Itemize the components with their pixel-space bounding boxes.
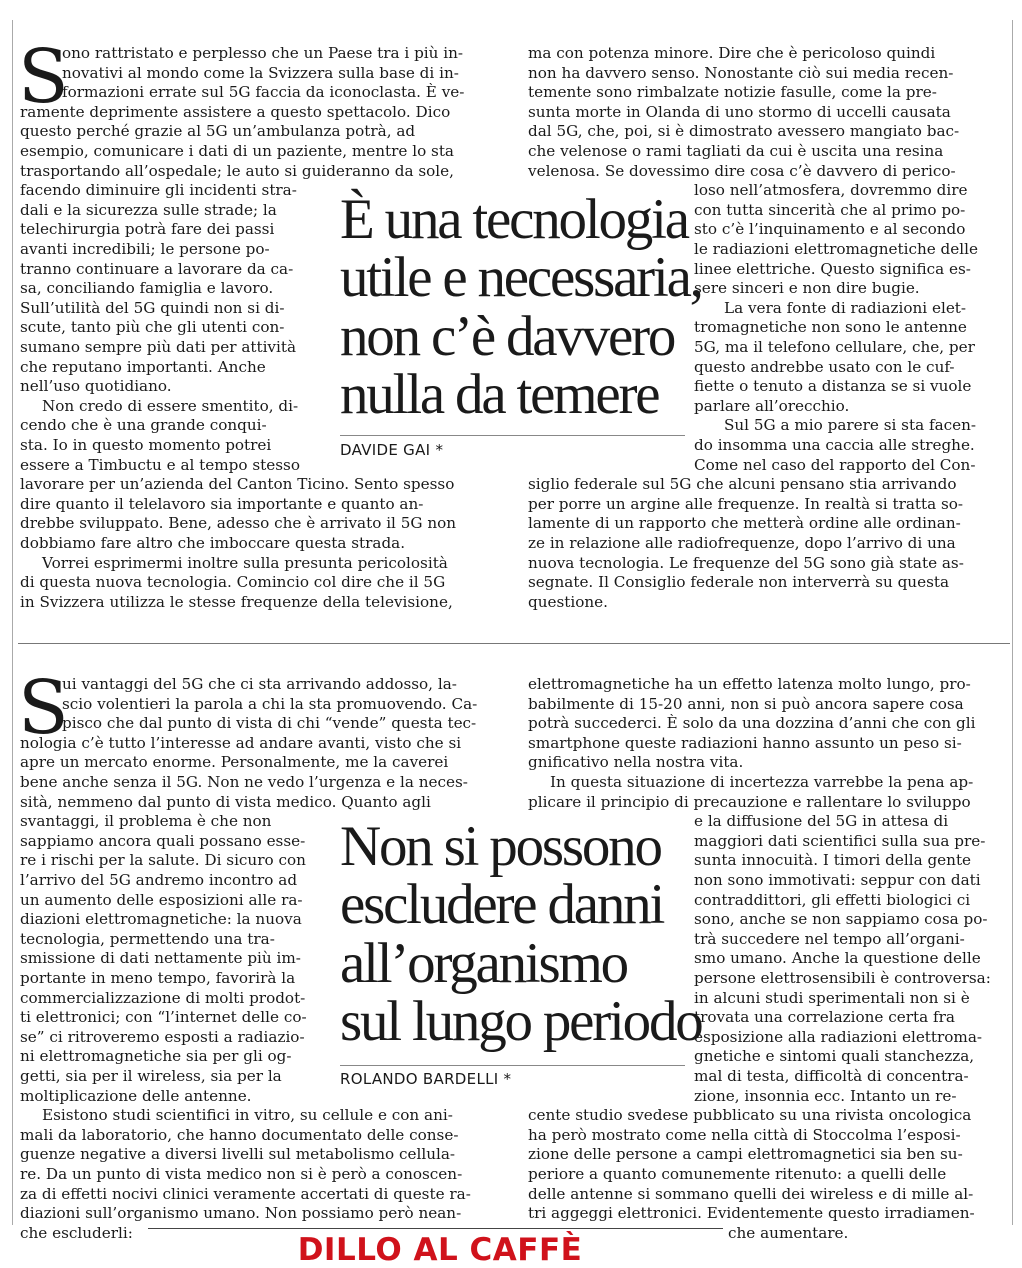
text-line: La vera fonte di radiazioni elet- <box>724 298 967 317</box>
headline-line: Non si possono <box>340 815 661 878</box>
text-line: re. Da un punto di vista medico non si è però a conoscen- <box>20 1165 463 1183</box>
text-line: elettromagnetiche ha un effetto latenza molto lungo, pro- <box>528 675 971 693</box>
article-2-headline <box>340 815 702 1053</box>
article-2-byline: ROLANDO BARDELLI * <box>340 1070 512 1088</box>
byline-rule <box>340 1065 685 1066</box>
article-1-byline: DAVIDE GAI * <box>340 441 444 459</box>
text-line: tranno continuare a lavorare da ca- <box>20 259 294 278</box>
text-line: ni elettromagnetiche sia per gli og- <box>20 1047 292 1066</box>
text-line: ma con potenza minore. Dire che è pericoloso quindi <box>528 44 936 62</box>
text-line: loso nell’atmosfera, dovremmo dire <box>694 181 968 200</box>
text-line: avanti incredibili; le persone po- <box>20 240 270 258</box>
text-line: esposizione alla radiazioni elettroma- <box>694 1027 982 1046</box>
text-line: ti elettronici; con “l’internet delle co- <box>20 1008 307 1027</box>
text-line: per porre un argine alle frequenze. In realtà si tratta so- <box>528 494 964 513</box>
text-line: ha però mostrato come nella città di Stoccolma l’esposi- <box>528 1125 961 1144</box>
text-line: plicare il principio di precauzione e rallentare lo sviluppo <box>528 792 971 811</box>
text-line: dobbiamo fare altro che imboccare questa strada. <box>20 534 406 552</box>
text-line: tecnologia, permettendo una tra- <box>20 929 275 948</box>
text-line: parlare all’orecchio. <box>694 396 850 415</box>
text-line: zione delle persone a campi elettromagnetici sia ben su- <box>528 1145 963 1164</box>
text-line: scute, tanto più che gli utenti con- <box>20 318 285 337</box>
text-line: sità, nemmeno dal punto di vista medico. Quanto agli <box>20 792 431 811</box>
text-line: bene anche senza il 5G. Non ne vedo l’urgenza e la neces- <box>20 773 468 791</box>
text-line: mal di testa, difficoltà di concentra- <box>694 1067 969 1085</box>
text-line: cendo che è una grande conqui- <box>20 416 267 435</box>
text-line: getti, sia per il wireless, sia per la <box>20 1067 282 1085</box>
text-line: tri aggeggi elettronici. Evidentemente questo irradiamen- <box>528 1204 975 1223</box>
text-line: che reputano importanti. Anche <box>20 357 266 376</box>
text-line: con tutta sincerità che al primo po- <box>694 200 966 219</box>
text-line: guenze negative a diversi livelli sul metabolismo cellula- <box>20 1145 456 1164</box>
page-right-border <box>1012 20 1013 1225</box>
text-line: Come nel caso del rapporto del Con- <box>694 455 976 474</box>
text-line: cente studio svedese pubblicato su una rivista oncologica <box>528 1106 972 1125</box>
text-line: temente sono rimbalzate notizie fasulle, come la pre- <box>528 83 937 102</box>
text-line: che aumentare. <box>728 1223 849 1242</box>
text-line: novativi al mondo come la Svizzera sulla base di in- <box>62 63 459 82</box>
text-line: facendo diminuire gli incidenti stra- <box>20 181 297 200</box>
text-line: dali e la sicurezza sulle strade; la <box>20 200 277 219</box>
byline-rule <box>340 435 685 436</box>
text-line: apre un mercato enorme. Personalmente, me la caverei <box>20 753 449 772</box>
text-line: Sull’utilità del 5G quindi non si di- <box>20 298 285 317</box>
text-line: lamente di un rapporto che metterà ordine alle ordinan- <box>528 514 961 533</box>
text-line: Vorrei esprimermi inoltre sulla presunta pericolosità <box>42 553 448 572</box>
text-line: formazioni errate sul 5G faccia da iconoclasta. È ve- <box>62 83 465 102</box>
text-line: telechirurgia potrà fare dei passi <box>20 220 275 239</box>
headline-line: non c’è davvero <box>340 304 675 368</box>
headline-line: nulla da temere <box>340 362 659 426</box>
text-line: questo andrebbe usato con le cuf- <box>694 357 955 376</box>
text-line: maggiori dati scientifici sulla sua pre- <box>694 831 986 850</box>
text-line: smissione di dati nettamente più im- <box>20 949 301 968</box>
text-line: Sul 5G a mio parere si sta facen- <box>724 416 977 435</box>
headline-line: È una tecnologia <box>340 188 688 251</box>
text-line: linee elettriche. Questo significa es- <box>694 259 971 278</box>
text-line: trasportando all’ospedale; le auto si guideranno da sole, <box>20 161 454 180</box>
text-line: non sono immotivati: seppur con dati <box>694 871 981 889</box>
text-line: drebbe sviluppato. Bene, adesso che è arrivato il 5G non <box>20 514 457 533</box>
text-line: portante in meno tempo, favorirà la <box>20 969 296 987</box>
article-1-headline <box>340 188 702 426</box>
text-line: siglio federale sul 5G che alcuni pensano stia arrivando <box>528 475 957 494</box>
text-line: l’arrivo del 5G andremo incontro ad <box>20 871 298 889</box>
text-line: mali da laboratorio, che hanno documentato delle conse- <box>20 1125 459 1144</box>
text-line: zione, insonnia ecc. Intanto un re- <box>694 1086 957 1105</box>
text-line: ramente deprimente assistere a questo spettacolo. Dico <box>20 102 451 121</box>
text-line: trovata una correlazione certa fra <box>694 1008 955 1027</box>
text-line: scio volentieri la parola a chi la sta promuovendo. Ca- <box>62 694 478 713</box>
text-line: dal 5G, che, poi, si è dimostrato avessero mangiato bac- <box>528 122 960 141</box>
text-line: che velenose o rami tagliati da cui è uscita una resina <box>528 142 944 160</box>
text-line: diazioni elettromagnetiche: la nuova <box>20 910 302 929</box>
text-line: lavorare per un’azienda del Canton Ticino. Sento spesso <box>20 475 455 494</box>
dropcap: S <box>18 665 69 751</box>
text-line: nuova tecnologia. Le frequenze del 5G sono già state as- <box>528 553 964 572</box>
text-line: sere sinceri e non dire bugie. <box>694 279 920 298</box>
text-line: ze in relazione alle radiofrequenze, dopo l’arrivo di una <box>528 534 956 552</box>
text-line: un aumento delle esposizioni alle ra- <box>20 890 303 909</box>
footer-rule <box>148 1228 723 1229</box>
text-line: sono, anche se non sappiamo cosa po- <box>694 910 988 929</box>
text-line: ui vantaggi del 5G che ci sta arrivando addosso, la- <box>62 675 457 693</box>
headline-line: escludere danni <box>340 873 664 937</box>
text-line: diazioni sull’organismo umano. Non possiamo però nean- <box>20 1204 462 1223</box>
text-line: nologia c’è tutto l’interesse ad andare avanti, visto che si <box>20 733 462 752</box>
text-line: segnate. Il Consiglio federale non interverrà su questa <box>528 573 950 592</box>
text-line: smo umano. Anche la questione delle <box>694 949 981 968</box>
text-line: le radiazioni elettromagnetiche delle <box>694 240 978 258</box>
text-line: 5G, ma il telefono cellulare, che, per <box>694 338 975 356</box>
text-line: non ha davvero senso. Nonostante ciò sui media recen- <box>528 63 954 82</box>
headline-line: utile e necessaria, <box>340 246 702 310</box>
text-line: delle antenne si sommano quelli dei wireless e di mille al- <box>528 1184 974 1203</box>
dropcap: S <box>18 34 69 120</box>
footer-title: DILLO AL CAFFÈ <box>297 1232 583 1268</box>
text-line: velenosa. Se dovessimo dire cosa c’è davvero di perico- <box>528 161 956 180</box>
page-left-border <box>12 20 13 1225</box>
text-line: sumano sempre più dati per attività <box>20 338 297 356</box>
text-line: contraddittori, gli effetti biologici ci <box>694 890 971 909</box>
text-line: questione. <box>528 592 608 611</box>
headline-line: sul lungo periodo <box>340 989 702 1053</box>
text-line: periore a quanto comunemente ritenuto: a quelli delle <box>528 1165 947 1183</box>
text-line: sa, conciliando famiglia e lavoro. <box>20 279 274 298</box>
text-line: nell’uso quotidiano. <box>20 377 172 396</box>
text-line: sto c’è l’inquinamento e al secondo <box>694 220 966 239</box>
text-line: re i rischi per la salute. Di sicuro con <box>20 851 306 870</box>
text-line: sappiamo ancora quali possano esse- <box>20 831 306 850</box>
text-line: gnificativo nella nostra vita. <box>528 753 744 772</box>
text-line: svantaggi, il problema è che non <box>20 812 272 831</box>
text-line: commercializzazione di molti prodot- <box>20 988 306 1007</box>
text-line: Esistono studi scientifici in vitro, su cellule e con ani- <box>42 1106 453 1125</box>
text-line: e la diffusione del 5G in attesa di <box>694 812 949 831</box>
text-line: di questa nuova tecnologia. Comincio col dire che il 5G <box>20 573 446 592</box>
text-line: in alcuni studi sperimentali non si è <box>694 988 970 1007</box>
text-line: trà succedere nel tempo all’organi- <box>694 929 965 948</box>
text-line: sunta innocuità. I timori della gente <box>694 851 972 870</box>
text-line: sunta morte in Olanda di uno stormo di uccelli causata <box>528 102 951 121</box>
text-line: dire quanto il telelavoro sia importante e quanto an- <box>20 494 424 513</box>
text-line: potrà succederci. È solo da una dozzina d’anni che con gli <box>528 714 976 733</box>
text-line: esempio, comunicare i dati di un paziente, mentre lo sta <box>20 142 454 160</box>
text-line: In questa situazione di incertezza varrebbe la pena ap- <box>550 773 974 791</box>
text-line: tromagnetiche non sono le antenne <box>694 318 967 337</box>
text-line: pisco che dal punto di vista di chi “vende” questa tec- <box>62 714 477 733</box>
section-divider <box>18 643 1010 644</box>
text-line: sta. Io in questo momento potrei <box>20 436 272 454</box>
text-line: moltiplicazione delle antenne. <box>20 1086 252 1105</box>
text-line: do insomma una caccia alle streghe. <box>694 436 975 454</box>
text-line: se” ci ritroveremo esposti a radiazio- <box>20 1027 305 1046</box>
text-line: persone elettrosensibili è controversa: <box>694 969 991 987</box>
text-line: che escluderli: <box>20 1223 133 1242</box>
text-line: in Svizzera utilizza le stesse frequenze della televisione, <box>20 592 453 611</box>
text-line: gnetiche e sintomi quali stanchezza, <box>694 1047 975 1066</box>
text-line: babilmente di 15-20 anni, non si può ancora sapere cosa <box>528 694 964 713</box>
text-line: fiette o tenuto a distanza se si vuole <box>694 377 972 396</box>
text-line: za di effetti nocivi clinici veramente accertati di queste ra- <box>20 1184 471 1203</box>
headline-line: all’organismo <box>340 931 627 995</box>
text-line: Non credo di essere smentito, di- <box>42 396 299 415</box>
text-line: questo perché grazie al 5G un’ambulanza potrà, ad <box>20 122 416 141</box>
text-line: essere a Timbuctu e al tempo stesso <box>20 455 300 474</box>
text-line: ono rattristato e perplesso che un Paese tra i più in- <box>62 44 464 62</box>
text-line: smartphone queste radiazioni hanno assunto un peso si- <box>528 733 962 752</box>
